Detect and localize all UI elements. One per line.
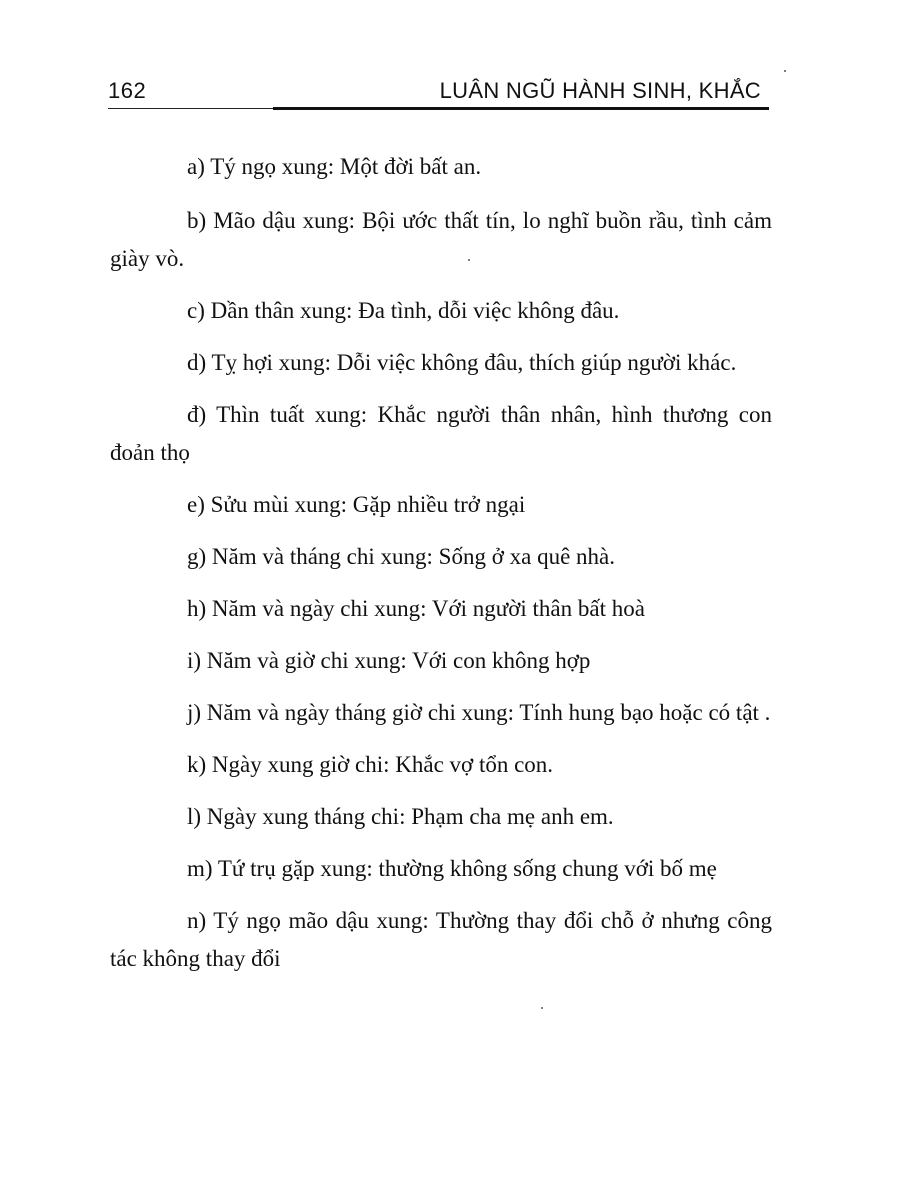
list-item-l: l) Ngày xung tháng chi: Phạm cha mẹ anh em. (187, 804, 614, 829)
scan-speck (784, 70, 786, 72)
list-item-i: i) Năm và giờ chi xung: Với con không hợp (187, 648, 591, 673)
list-item-b: b) Mão dậu xung: Bội ước thất tín, lo nghĩ buồn rầu, tình cảm giày vò. (110, 208, 772, 271)
list-item-n: n) Tý ngọ mão dậu xung: Thường thay đổi chỗ ở nhưng công tác không thay đổi (110, 908, 772, 971)
list-item-d: d) Tỵ hợi xung: Dỗi việc không đâu, thích giúp người khác. (187, 350, 737, 375)
list-item-e: e) Sửu mùi xung: Gặp nhiều trở ngại (187, 492, 526, 517)
list-item-k: k) Ngày xung giờ chi: Khắc vợ tổn con. (187, 752, 554, 777)
running-title: LUÂN NGŨ HÀNH SINH, KHẮC (439, 78, 761, 103)
page-header (108, 72, 769, 112)
list-item-g: g) Năm và tháng chi xung: Sống ở xa quê nhà. (187, 544, 615, 569)
list-item-c: c) Dần thân xung: Đa tình, dỗi việc không đâu. (187, 298, 620, 323)
page-body (110, 148, 772, 992)
header-rule-thin (108, 108, 274, 109)
list-item-m: m) Tứ trụ gặp xung: thường không sống chung với bố mẹ (187, 856, 717, 881)
list-item-h: h) Năm và ngày chi xung: Với người thân bất hoà (187, 596, 645, 621)
header-rule-thick (273, 107, 769, 110)
scan-speck (541, 1007, 543, 1009)
list-item-j: j) Năm và ngày tháng giờ chi xung: Tính hung bạo hoặc có tật . (187, 700, 771, 725)
page-number: 162 (108, 78, 147, 103)
list-item-dd: đ) Thìn tuất xung: Khắc người thân nhân, hình thương con đoản thọ (110, 402, 772, 465)
list-item-a: a) Tý ngọ xung: Một đời bất an. (187, 154, 482, 179)
